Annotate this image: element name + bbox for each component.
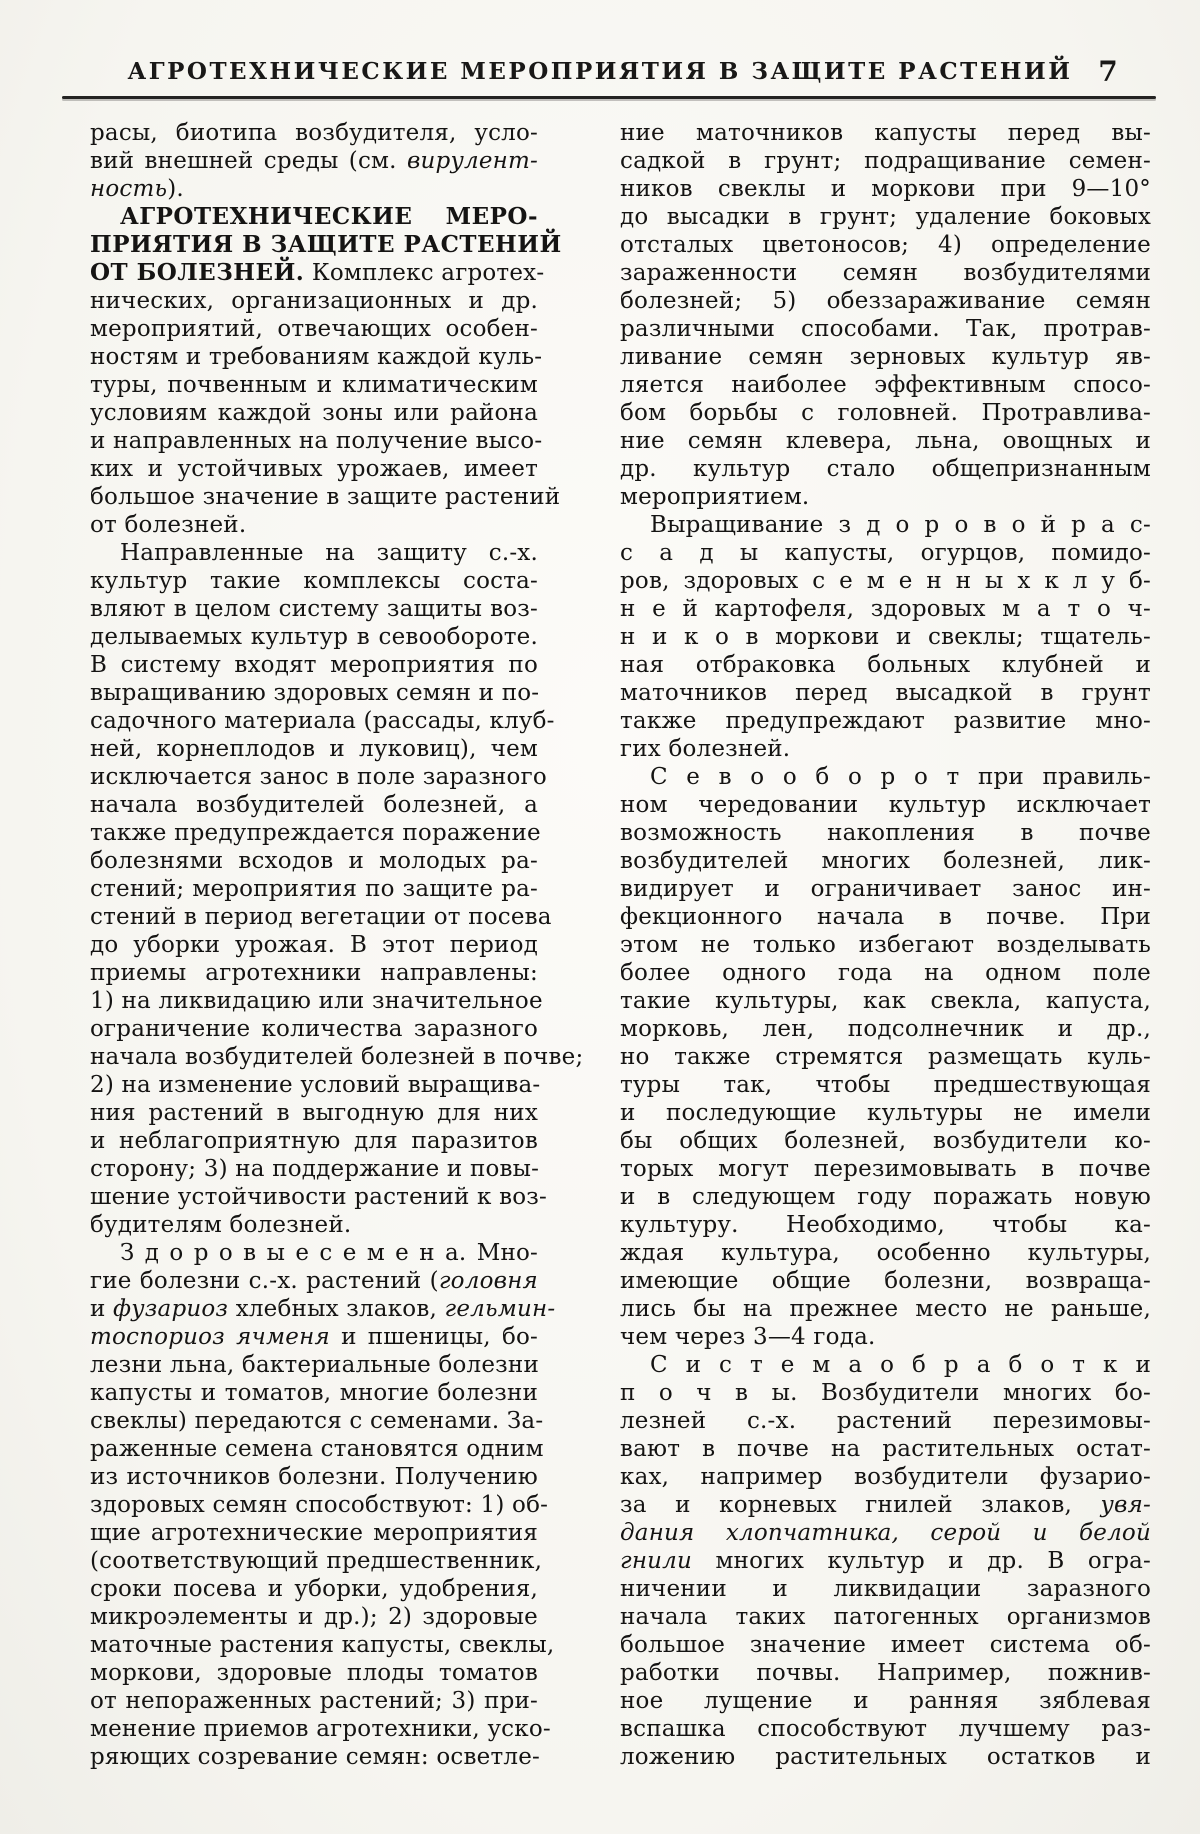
text-line: более одного года на одном поле [620,960,1151,986]
text-line: зараженности семян возбудителями [620,260,1151,286]
text-line: ников свеклы и моркови при 9—10° [620,176,1151,202]
text-line: Направленные на защиту с.-х. [120,540,538,566]
text-line: ограничение количества заразного [90,1016,538,1042]
text-line: от непораженных растений; 3) при- [90,1688,538,1714]
text-line: стений в период вегетации от посева [90,904,552,930]
text-line: маточников перед высадкой в грунт [620,680,1151,706]
text-line: но также стремятся размещать куль- [620,1044,1151,1070]
text-line: начала возбудителей болезней в почве; [90,1044,584,1070]
text-line: и последующие культуры не имели [620,1100,1151,1126]
text-line: и фузариоз хлебных злаков, гельмин- [90,1296,556,1322]
text-line: Выращивание з д о р о в о й р а с- [650,512,1151,538]
text-line: 1) на ликвидацию или значительное [90,988,543,1014]
text-line: С е в о о б о р о т при правиль- [650,764,1151,790]
text-line: п о ч в ы. Возбудители многих бо- [620,1380,1151,1406]
text-line: В систему входят мероприятия по [90,652,538,678]
text-line: гнили многих культур и др. В огра- [620,1548,1151,1574]
text-line: условиям каждой зоны или района [90,400,538,426]
text-line: ложению растительных остатков и [620,1744,1151,1770]
text-line: до высадки в грунт; удаление боковых [620,204,1151,230]
text-line: из источников болезни. Получению [90,1464,538,1490]
text-line: 2) на изменение условий выращива- [90,1072,541,1098]
text-line: шение устойчивости растений к воз- [90,1184,548,1210]
text-line: видирует и ограничивает занос ин- [620,876,1151,902]
text-line: туры так, чтобы предшествующая [620,1072,1151,1098]
text-line: ничении и ликвидации заразного [620,1576,1151,1602]
text-line: делываемых культур в севообороте. [90,624,538,650]
text-line: болезнями всходов и молодых ра- [90,848,538,874]
text-line: ное лущение и ранняя зяблевая [620,1688,1151,1714]
text-line: ней, корнеплодов и луковиц), чем [90,736,538,762]
text-line: отсталых цветоносов; 4) определение [620,232,1151,258]
text-column-right [620,119,1151,1771]
text-line: свеклы) передаются с семенами. За- [90,1408,544,1434]
text-line: сторону; 3) на поддержание и повы- [90,1156,540,1182]
text-line: лись бы на прежнее место не раньше, [620,1296,1151,1322]
text-line: с а д ы капусты, огурцов, помидо- [620,540,1151,566]
text-line: работки почвы. Например, пожнив- [620,1660,1151,1686]
text-column-left [90,119,584,1771]
text-line: выращиванию здоровых семян и по- [90,680,540,706]
text-line: мероприятий, отвечающих особен- [90,316,538,342]
text-line: вспашка способствуют лучшему раз- [620,1716,1151,1742]
text-line: и неблагоприятную для паразитов [90,1128,538,1154]
text-line: лезней с.-х. растений перезимовы- [620,1408,1151,1434]
text-line: вляют в целом систему защиты воз- [90,596,538,622]
text-line: н е й картофеля, здоровых м а т о ч- [620,596,1151,622]
text-line: приемы агротехники направлены: [90,960,538,986]
text-line: фекционного начала в почве. При [620,904,1151,930]
text-line: этом не только избегают возделывать [620,932,1151,958]
text-line: щие агротехнические мероприятия [90,1520,538,1546]
text-line: ностям и требованиям каждой куль- [90,344,543,370]
text-line: ров, здоровых с е м е н н ы х к л у б- [620,568,1151,594]
text-line: садочного материала (рассады, клуб- [90,708,555,734]
text-line: культуру. Необходимо, чтобы ка- [620,1212,1151,1238]
text-line: микроэлементы и др.); 2) здоровые [90,1604,538,1630]
text-line: капусты и томатов, многие болезни [90,1380,538,1406]
text-line: гих болезней. [620,736,791,762]
text-line: ние маточников капусты перед вы- [620,120,1151,146]
text-line: З д о р о в ы е с е м е н а. Мно- [120,1240,538,1266]
text-line: будителям болезней. [90,1212,352,1238]
text-line: также предупреждают развитие мно- [620,708,1151,734]
text-line: АГРОТЕХНИЧЕСКИЕ МЕРО- [120,203,538,230]
text-line: моркови, здоровые плоды томатов [90,1660,538,1686]
text-line: ном чередовании культур исключает [620,792,1151,818]
text-line: ние семян клевера, льна, овощных и [620,428,1151,454]
text-line: расы, биотипа возбудителя, усло- [90,120,538,146]
text-line: сроки посева и уборки, удобрения, [90,1576,538,1602]
text-line: до уборки урожая. В этот период [90,932,538,958]
text-line: менение приемов агротехники, уско- [90,1716,551,1742]
text-line: ряющих созревание семян: осветле- [90,1744,540,1770]
running-head-title: АГРОТЕХНИЧЕСКИЕ МЕРОПРИЯТИЯ В ЗАЩИТЕ РАСТЕНИЙ [127,58,1073,85]
text-line: большое значение имеет система об- [620,1632,1151,1658]
text-line: исключается занос в поле заразного [90,764,547,790]
text-line: возможность накопления в почве [620,820,1151,846]
text-line: возбудителей многих болезней, лик- [620,848,1151,874]
text-line: ливание семян зерновых культур яв- [620,344,1151,370]
text-line: нических, организационных и др. [90,288,538,314]
text-line: др. культур стало общепризнанным [620,456,1151,482]
text-line: ких и устойчивых урожаев, имеет [90,456,538,482]
text-line: ОТ БОЛЕЗНЕЙ. Комплекс агротех- [90,259,545,286]
text-line: различными способами. Так, протрав- [620,316,1151,342]
text-line: бы общих болезней, возбудители ко- [620,1128,1151,1154]
text-line: болезней; 5) обеззараживание семян [620,288,1151,314]
text-line: (соответствующий предшественник, [90,1548,543,1574]
text-line: вают в почве на растительных остат- [620,1436,1151,1462]
header-rule-divider [62,96,1156,99]
text-line: садкой в грунт; подращивание семен- [620,148,1151,174]
text-line: ния растений в выгодную для них [90,1100,538,1126]
text-line: чем через 3—4 года. [620,1324,876,1350]
text-line: и в следующем году поражать новую [620,1184,1151,1210]
text-line: такие культуры, как свекла, капуста, [620,988,1151,1014]
text-line: дания хлопчатника, серой и белой [620,1520,1151,1546]
text-line: раженные семена становятся одним [90,1436,544,1462]
text-line: имеющие общие болезни, возвраща- [620,1268,1151,1294]
text-line: лезни льна, бактериальные болезни [90,1352,539,1378]
text-line: ляется наиболее эффективным спосо- [620,372,1151,398]
text-line: мероприятием. [620,484,810,510]
page-number: 7 [1098,55,1118,88]
text-line: морковь, лен, подсолнечник и др., [620,1016,1151,1042]
text-line: тоспориоз ячменя и пшеницы, бо- [90,1324,539,1350]
text-line: стений; мероприятия по защите ра- [90,876,538,902]
text-line: н и к о в моркови и свеклы; тщатель- [620,624,1151,650]
text-line: от болезней. [90,512,247,538]
text-line: бом борьбы с головней. Протравлива- [620,400,1151,426]
text-line: ность). [90,176,184,202]
text-line: за и корневых гнилей злаков, увя- [620,1492,1151,1518]
text-line: и направленных на получение высо- [90,428,543,454]
text-line: ках, например возбудители фузарио- [620,1464,1151,1490]
text-line: С и с т е м а о б р а б о т к и [650,1352,1151,1378]
text-line: ная отбраковка больных клубней и [620,652,1151,678]
text-line: ПРИЯТИЯ В ЗАЩИТЕ РАСТЕНИЙ [90,231,562,258]
text-line: гие болезни с.-х. растений (головня [90,1268,538,1294]
text-line: начала таких патогенных организмов [620,1604,1151,1630]
text-line: маточные растения капусты, свеклы, [90,1632,555,1658]
text-line: туры, почвенным и климатическим [90,372,538,398]
text-line: культур такие комплексы соста- [90,568,538,594]
text-line: также предупреждается поражение [90,820,541,846]
text-line: вий внешней среды (см. вирулент- [90,148,538,174]
text-line: большое значение в защите растений [90,484,561,510]
text-line: ждая культура, особенно культуры, [620,1240,1151,1266]
text-line: торых могут перезимовывать в почве [620,1156,1151,1182]
text-line: начала возбудителей болезней, а [90,792,538,818]
text-line: здоровых семян способствуют: 1) об- [90,1492,549,1518]
